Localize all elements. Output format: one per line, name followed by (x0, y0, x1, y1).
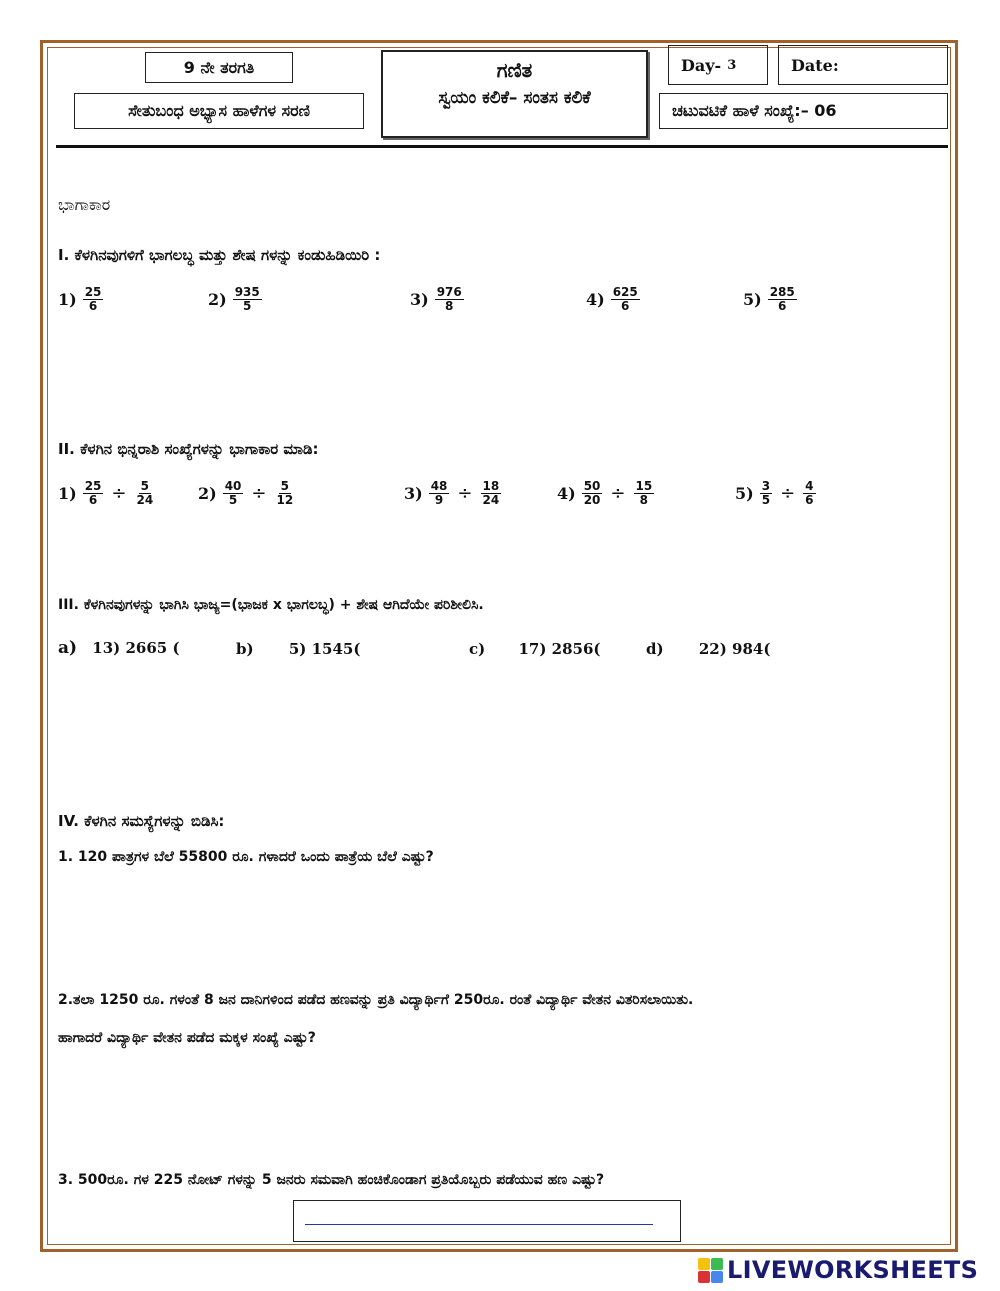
s2-item-label: 4) (557, 484, 576, 504)
denominator: 5 (761, 493, 771, 508)
divide-sign: ÷ (457, 483, 473, 505)
s3-item-label: c) (469, 640, 486, 658)
divide-sign: ÷ (251, 483, 267, 505)
s2-item-1 (58, 480, 155, 507)
s1-fraction (233, 286, 262, 313)
s2-item-label: 5) (735, 484, 754, 504)
s1-fraction (611, 286, 640, 313)
s2-fraction-b (803, 480, 815, 507)
s2-fraction-b (634, 480, 655, 507)
denominator: 5 (243, 299, 252, 314)
numerator: 15 (635, 479, 653, 493)
s1-item-5 (743, 286, 797, 313)
s2-item-label: 3) (404, 484, 423, 504)
denominator: 24 (482, 493, 500, 508)
numerator: 5 (280, 479, 290, 493)
s3-item-a (58, 638, 180, 658)
s2-item-3 (404, 480, 501, 507)
s2-fraction-a (760, 480, 772, 507)
day-value: 3 (727, 57, 737, 73)
s1-item-label: 3) (410, 290, 429, 310)
s1-item-label: 4) (586, 290, 605, 310)
numerator: 625 (612, 285, 638, 299)
s2-item-2 (198, 480, 295, 507)
s1-item-4 (586, 286, 640, 313)
s2-fraction-a (223, 480, 244, 507)
s2-item-4 (557, 480, 654, 507)
s3-item-expr: 17) 2856( (518, 640, 601, 658)
section1-title: I. ಕೆಳಗಿನವುಗಳಿಗೆ ಭಾಗಲಬ್ಧ ಮತ್ತು ಶೇಷ ಗಳನ್ನು ಕಂಡುಹಿಡಿಯಿರಿ : (58, 246, 381, 264)
s3-item-label: b) (236, 640, 254, 658)
s3-item-b (236, 640, 360, 658)
liveworksheets-logo (698, 1256, 978, 1284)
divide-sign: ÷ (610, 483, 626, 505)
subject-title: ಗಣಿತ (496, 58, 533, 82)
denominator: 8 (639, 493, 649, 508)
numerator: 976 (436, 285, 462, 299)
s1-fraction (83, 286, 104, 313)
day-box (668, 45, 768, 85)
logo-square (711, 1271, 723, 1283)
numerator: 4 (805, 479, 814, 493)
s3-item-label: a) (58, 638, 78, 658)
denominator: 8 (445, 299, 454, 314)
denominator: 6 (805, 493, 814, 508)
day-label: Day- (681, 55, 722, 75)
question-2-line-2: ಹಾಗಾದರೆ ವಿದ್ಯಾರ್ಥಿ ವೇತನ ಪಡೆದ ಮಕ್ಕಳ ಸಂಖ್ಯೆ ಎಷ್ಟು? (58, 1030, 316, 1046)
denominator: 6 (778, 299, 787, 314)
s2-item-5 (735, 480, 816, 507)
section4-title: IV. ಕೆಳಗಿನ ಸಮಸ್ಯೆಗಳನ್ನು ಬಿಡಿಸಿ: (58, 812, 225, 830)
s1-fraction (435, 286, 464, 313)
numerator: 40 (224, 479, 242, 493)
numerator: 3 (761, 479, 771, 493)
section3-title: III. ಕೆಳಗಿನವುಗಳನ್ನು ಭಾಗಿಸಿ ಭಾಜ್ಯ=(ಭಾಜಕ x ಭಾಗಲಬ್ಧ) + ಶೇಷ ಆಗಿದೆಯೇ ಪರಿಶೀಲಿಸಿ. (58, 597, 484, 613)
s2-fraction-a (83, 480, 104, 507)
numerator: 935 (234, 285, 260, 299)
denominator: 9 (434, 493, 444, 508)
subject-subtitle: ಸ್ವಯಂ ಕಲಿಕೆ– ಸಂತಸ ಕಲಿಕೆ (438, 88, 591, 108)
numerator: 25 (84, 285, 102, 299)
s2-item-label: 1) (58, 484, 77, 504)
logo-square (698, 1271, 710, 1283)
s3-item-label: d) (646, 640, 664, 658)
question-2-line-1: 2.ತಲಾ 1250 ರೂ. ಗಳಂತೆ 8 ಜನ ದಾನಿಗಳಿಂದ ಪಡೆದ ಹಣವನ್ನು ಪ್ರತಿ ವಿದ್ಯಾರ್ಥಿಗೆ 250ರೂ. ರಂತೆ ವಿದ್ಯಾರ್ಥಿ ವೇತನ ವಿತರಿಸಲಾಯಿತು. (58, 992, 694, 1008)
date-label: Date: (791, 55, 839, 75)
grade-label: 9 ನೇ ತರಗತಿ (183, 57, 255, 77)
s3-item-expr: 5) 1545( (288, 640, 361, 658)
numerator: 50 (583, 479, 601, 493)
s2-fraction-b (481, 480, 502, 507)
logo-square (698, 1258, 710, 1270)
s2-fraction-a (429, 480, 450, 507)
s3-item-expr: 13) 2665 ( (92, 639, 180, 657)
s1-item-label: 5) (743, 290, 762, 310)
s3-item-expr: 22) 984( (698, 640, 771, 658)
answer-box[interactable] (293, 1200, 681, 1242)
denominator: 20 (583, 493, 601, 508)
divide-sign: ÷ (111, 483, 127, 505)
liveworksheets-wordmark: LIVEWORKSHEETS (727, 1256, 979, 1284)
s2-item-label: 2) (198, 484, 217, 504)
liveworksheets-icon (698, 1258, 723, 1283)
s2-fraction-a (582, 480, 603, 507)
s1-item-1 (58, 286, 103, 313)
s3-item-d (646, 640, 770, 658)
numerator: 5 (140, 479, 150, 493)
grade-box (145, 52, 293, 83)
sheet-number: ಚಟುವಟಿಕೆ ಹಾಳೆ ಸಂಖ್ಯೆ:– 06 (672, 101, 837, 120)
question-3: 3. 500ರೂ. ಗಳ 225 ನೋಟ್ ಗಳನ್ನು 5 ಜನರು ಸಮವಾಗಿ ಹಂಚಿಕೊಂಡಾಗ ಪ್ರತಿಯೊಬ್ಬರು ಪಡೆಯುವ ಹಣ ಎಷ್ಟು? (58, 1172, 605, 1188)
numerator: 285 (769, 285, 795, 299)
question-1: 1. 120 ಪಾತ್ರಗಳ ಬೆಲೆ 55800 ರೂ. ಗಳಾದರೆ ಒಂದು ಪಾತ್ರೆಯ ಬೆಲೆ ಎಷ್ಟು? (58, 849, 434, 865)
sheet-number-box (659, 93, 948, 129)
denominator: 6 (621, 299, 630, 314)
series-label: ಸೇತುಬಂಧ ಅಭ್ಯಾಸ ಹಾಳೆಗಳ ಸರಣಿ (128, 101, 310, 120)
denominator: 24 (136, 493, 154, 508)
logo-square (711, 1258, 723, 1270)
s1-item-3 (410, 286, 464, 313)
section2-title: II. ಕೆಳಗಿನ ಭಿನ್ನರಾಶಿ ಸಂಖ್ಯೆಗಳನ್ನು ಭಾಗಾಕಾರ ಮಾಡಿ: (58, 440, 319, 458)
numerator: 18 (482, 479, 500, 493)
denominator: 6 (88, 299, 98, 314)
s1-item-2 (208, 286, 262, 313)
topic-title: ಭಾಗಾಕಾರ (58, 195, 111, 214)
denominator: 5 (228, 493, 238, 508)
divide-sign: ÷ (780, 483, 796, 505)
header-divider (56, 145, 948, 148)
s2-fraction-b (135, 480, 156, 507)
subject-box (381, 50, 648, 138)
date-box (778, 45, 948, 85)
numerator: 48 (430, 479, 448, 493)
answer-line (305, 1224, 653, 1225)
s1-item-label: 2) (208, 290, 227, 310)
s1-item-label: 1) (58, 290, 77, 310)
s3-item-c (469, 640, 601, 658)
s1-fraction (768, 286, 797, 313)
s2-fraction-b (275, 480, 296, 507)
series-box (74, 93, 364, 129)
numerator: 25 (84, 479, 102, 493)
denominator: 6 (88, 493, 98, 508)
denominator: 12 (276, 493, 294, 508)
